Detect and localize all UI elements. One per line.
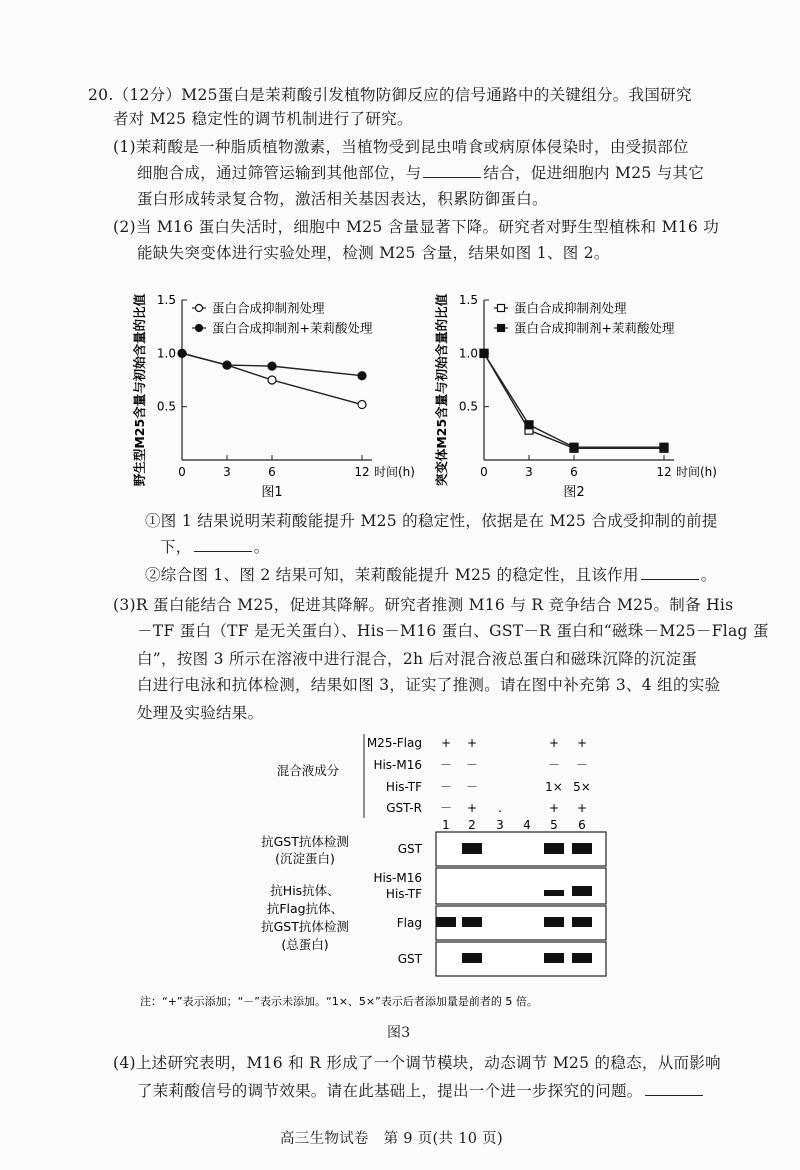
- part3-line4: 白进行电泳和抗体检测，结果如图 3，证实了推测。请在图中补充第 3、4 组的实验: [137, 676, 721, 694]
- lane-number: 1: [442, 818, 450, 832]
- part3-line3: 白”，按图 3 所示在溶液中进行混合，2h 后对混合液总蛋白和磁珠沉降的沉淀蛋: [137, 650, 698, 668]
- mix-mark: +: [548, 801, 560, 815]
- sec2-label-l1: 抗His抗体、: [270, 883, 340, 898]
- band: [462, 953, 482, 963]
- row-hism16: His-M16: [373, 871, 422, 885]
- q1-line2: 下， 。: [160, 538, 270, 556]
- mix-mark: +: [440, 736, 452, 750]
- fig2-point: [660, 443, 668, 451]
- sec2-label-l4: (总蛋白): [281, 937, 329, 952]
- lane-number: 5: [550, 818, 558, 832]
- lane-number: 6: [578, 818, 586, 832]
- q2-line1: ②综合图 1、图 2 结果可知，茉莉酸能提升 M25 的稳定性，且该作用 。: [145, 566, 717, 584]
- fig2-ytick-label: 0.5: [458, 399, 478, 414]
- sec1-label-l2: (沉淀蛋白): [275, 851, 335, 866]
- fig2-legend-marker: [498, 325, 505, 332]
- fig1-point: [268, 362, 276, 370]
- mix-mark: －: [547, 758, 561, 772]
- question-intro-line1: 20.（12分）M25蛋白是茉莉酸引发植物防御反应的信号通路中的关键组分。我国研究: [88, 86, 692, 104]
- mix-label: 混合液成分: [276, 763, 340, 778]
- fig1-point: [268, 376, 276, 384]
- fig1-caption: 图1: [261, 485, 283, 500]
- figure2-chart: [432, 272, 722, 502]
- mix-mark: +: [466, 801, 478, 815]
- band: [544, 917, 564, 927]
- fig1-point: [178, 349, 186, 357]
- mix-mark: .: [498, 801, 502, 815]
- band: [572, 917, 592, 927]
- fig2-xtick-label: 6: [570, 465, 578, 479]
- part3-line2: －TF 蛋白（TF 是无关蛋白）、His－M16 蛋白、GST－R 蛋白和“磁珠－M25－Flag 蛋: [137, 622, 769, 640]
- band: [544, 843, 564, 854]
- part4-line1: (4)上述研究表明，M16 和 R 形成了一个调节模块，动态调节 M25 的稳态，从而影响: [113, 1054, 721, 1072]
- sec2-label-l2: 抗Flag抗体、: [266, 901, 344, 916]
- fig2-legend-marker: [498, 305, 505, 312]
- part2-line2: 能缺失突变体进行实验处理，检测 M25 含量，结果如图 1、图 2。: [137, 244, 610, 262]
- band: [436, 917, 456, 927]
- part3-line1: (3)R 蛋白能结合 M25，促进其降解。研究者推测 M16 与 R 竞争结合 M25。制备 His: [113, 596, 734, 614]
- fig2-point: [525, 421, 533, 429]
- mix-mark: +: [466, 736, 478, 750]
- fig2-ytick-label: 1.5: [458, 293, 478, 307]
- row-gst-precip: GST: [397, 842, 422, 856]
- fig1-xlabel: 时间(h): [374, 465, 415, 479]
- fig2-caption: 图2: [563, 485, 585, 500]
- figure3-note: 注：“+”表示添加；“－”表示未添加。“1×、5×”表示后者添加量是前者的 5 倍。: [140, 995, 538, 1008]
- fig1-point: [358, 372, 366, 380]
- fig2-xtick-label: 3: [525, 465, 533, 479]
- fig1-ytick-label: 1.5: [156, 293, 176, 307]
- fig2-series-line: [484, 353, 664, 448]
- lane-number: 2: [468, 818, 476, 832]
- mix-mark: －: [439, 801, 453, 815]
- band: [462, 843, 482, 854]
- band: [572, 953, 592, 963]
- row-histf: His-TF: [385, 887, 422, 901]
- answer-blank-4[interactable]: [645, 1081, 703, 1096]
- fig2-legend-label: 蛋白合成抑制剂+茉莉酸处理: [514, 320, 675, 336]
- band: [572, 886, 592, 896]
- lane-number: 4: [523, 818, 531, 832]
- fig2-point: [570, 443, 578, 451]
- fig1-point: [358, 401, 366, 409]
- answer-blank-1[interactable]: [423, 163, 481, 178]
- mix-mark: －: [439, 758, 453, 772]
- answer-blank-2[interactable]: [194, 537, 252, 552]
- mix-mark: －: [575, 758, 589, 772]
- fig1-ytick-label: 1.0: [156, 346, 176, 361]
- figure1-chart: [130, 272, 420, 502]
- comp-m25flag: M25-Flag: [366, 736, 422, 750]
- fig2-legend-label: 蛋白合成抑制剂处理: [514, 300, 627, 316]
- mix-mark: +: [576, 736, 588, 750]
- sec2-label-l3: 抗GST抗体检测: [261, 919, 349, 934]
- mix-mark: －: [465, 780, 479, 794]
- mix-mark: +: [548, 736, 560, 750]
- comp-gstr: GST-R: [386, 801, 422, 815]
- part4-line2: 了茉莉酸信号的调节效果。请在此基础上，提出一个进一步探究的问题。: [137, 1080, 705, 1102]
- question-intro-line2: 者对 M25 稳定性的调节机制进行了研究。: [113, 110, 413, 128]
- band: [544, 953, 564, 963]
- answer-blank-3[interactable]: [641, 565, 699, 580]
- q1-line1: ①图 1 结果说明茉莉酸能提升 M25 的稳定性，依据是在 M25 合成受抑制的前提: [145, 512, 718, 530]
- part1-line2: 细胞合成，通过筛管运输到其他部位，与 结合，促进细胞内 M25 与其它: [137, 164, 705, 182]
- fig1-xtick-label: 3: [223, 465, 231, 479]
- fig2-xlabel: 时间(h): [676, 465, 717, 479]
- part3-line5: 处理及实验结果。: [137, 704, 264, 722]
- fig1-legend-label: 蛋白合成抑制剂+茉莉酸处理: [212, 320, 373, 336]
- fig2-ylabel: 突变体M25含量与初始含量的比值: [434, 293, 449, 487]
- mix-mark: 1×: [545, 780, 563, 794]
- fig1-legend-marker: [196, 305, 203, 312]
- lane-number: 3: [496, 818, 504, 832]
- fig1-xtick-label: 0: [178, 465, 186, 479]
- fig1-point: [223, 361, 231, 369]
- part1-line1: (1)茉莉酸是一种脂质植物激素，当植物受到昆虫啃食或病原体侵染时，由受损部位: [113, 138, 689, 156]
- figure3-western-blot: [130, 728, 690, 1018]
- band: [572, 843, 592, 854]
- mix-mark: －: [465, 758, 479, 772]
- page-footer: 高三生物试卷 第 9 页(共 10 页): [280, 1131, 503, 1147]
- part1-line3: 蛋白形成转录复合物，激活相关基因表达，积累防御蛋白。: [137, 190, 548, 208]
- row-gst-total: GST: [397, 952, 422, 966]
- fig2-point: [480, 349, 488, 357]
- fig1-xtick-label: 12: [354, 465, 370, 479]
- fig2-xtick-label: 0: [480, 465, 488, 479]
- figure3-caption: 图3: [387, 1025, 411, 1041]
- fig1-ytick-label: 0.5: [156, 399, 176, 414]
- row-flag: Flag: [396, 916, 422, 930]
- sec1-label-l1: 抗GST抗体检测: [261, 834, 349, 849]
- fig1-legend-marker: [196, 325, 203, 332]
- part2-line1: (2)当 M16 蛋白失活时，细胞中 M25 含量显著下降。研究者对野生型植株和 M16 功: [113, 218, 720, 236]
- comp-hism16: His-M16: [373, 758, 422, 772]
- mix-mark: 5×: [573, 780, 591, 794]
- mix-mark: +: [576, 801, 588, 815]
- fig1-ylabel: 野生型M25含量与初始含量的比值: [132, 293, 147, 487]
- fig1-xtick-label: 6: [268, 465, 276, 479]
- fig2-ytick-label: 1.0: [458, 346, 478, 361]
- fig2-xtick-label: 12: [656, 465, 672, 479]
- mix-mark: －: [439, 780, 453, 794]
- band: [462, 917, 482, 927]
- fig1-legend-label: 蛋白合成抑制剂处理: [212, 300, 325, 316]
- comp-histf: His-TF: [385, 780, 422, 794]
- band: [544, 890, 564, 896]
